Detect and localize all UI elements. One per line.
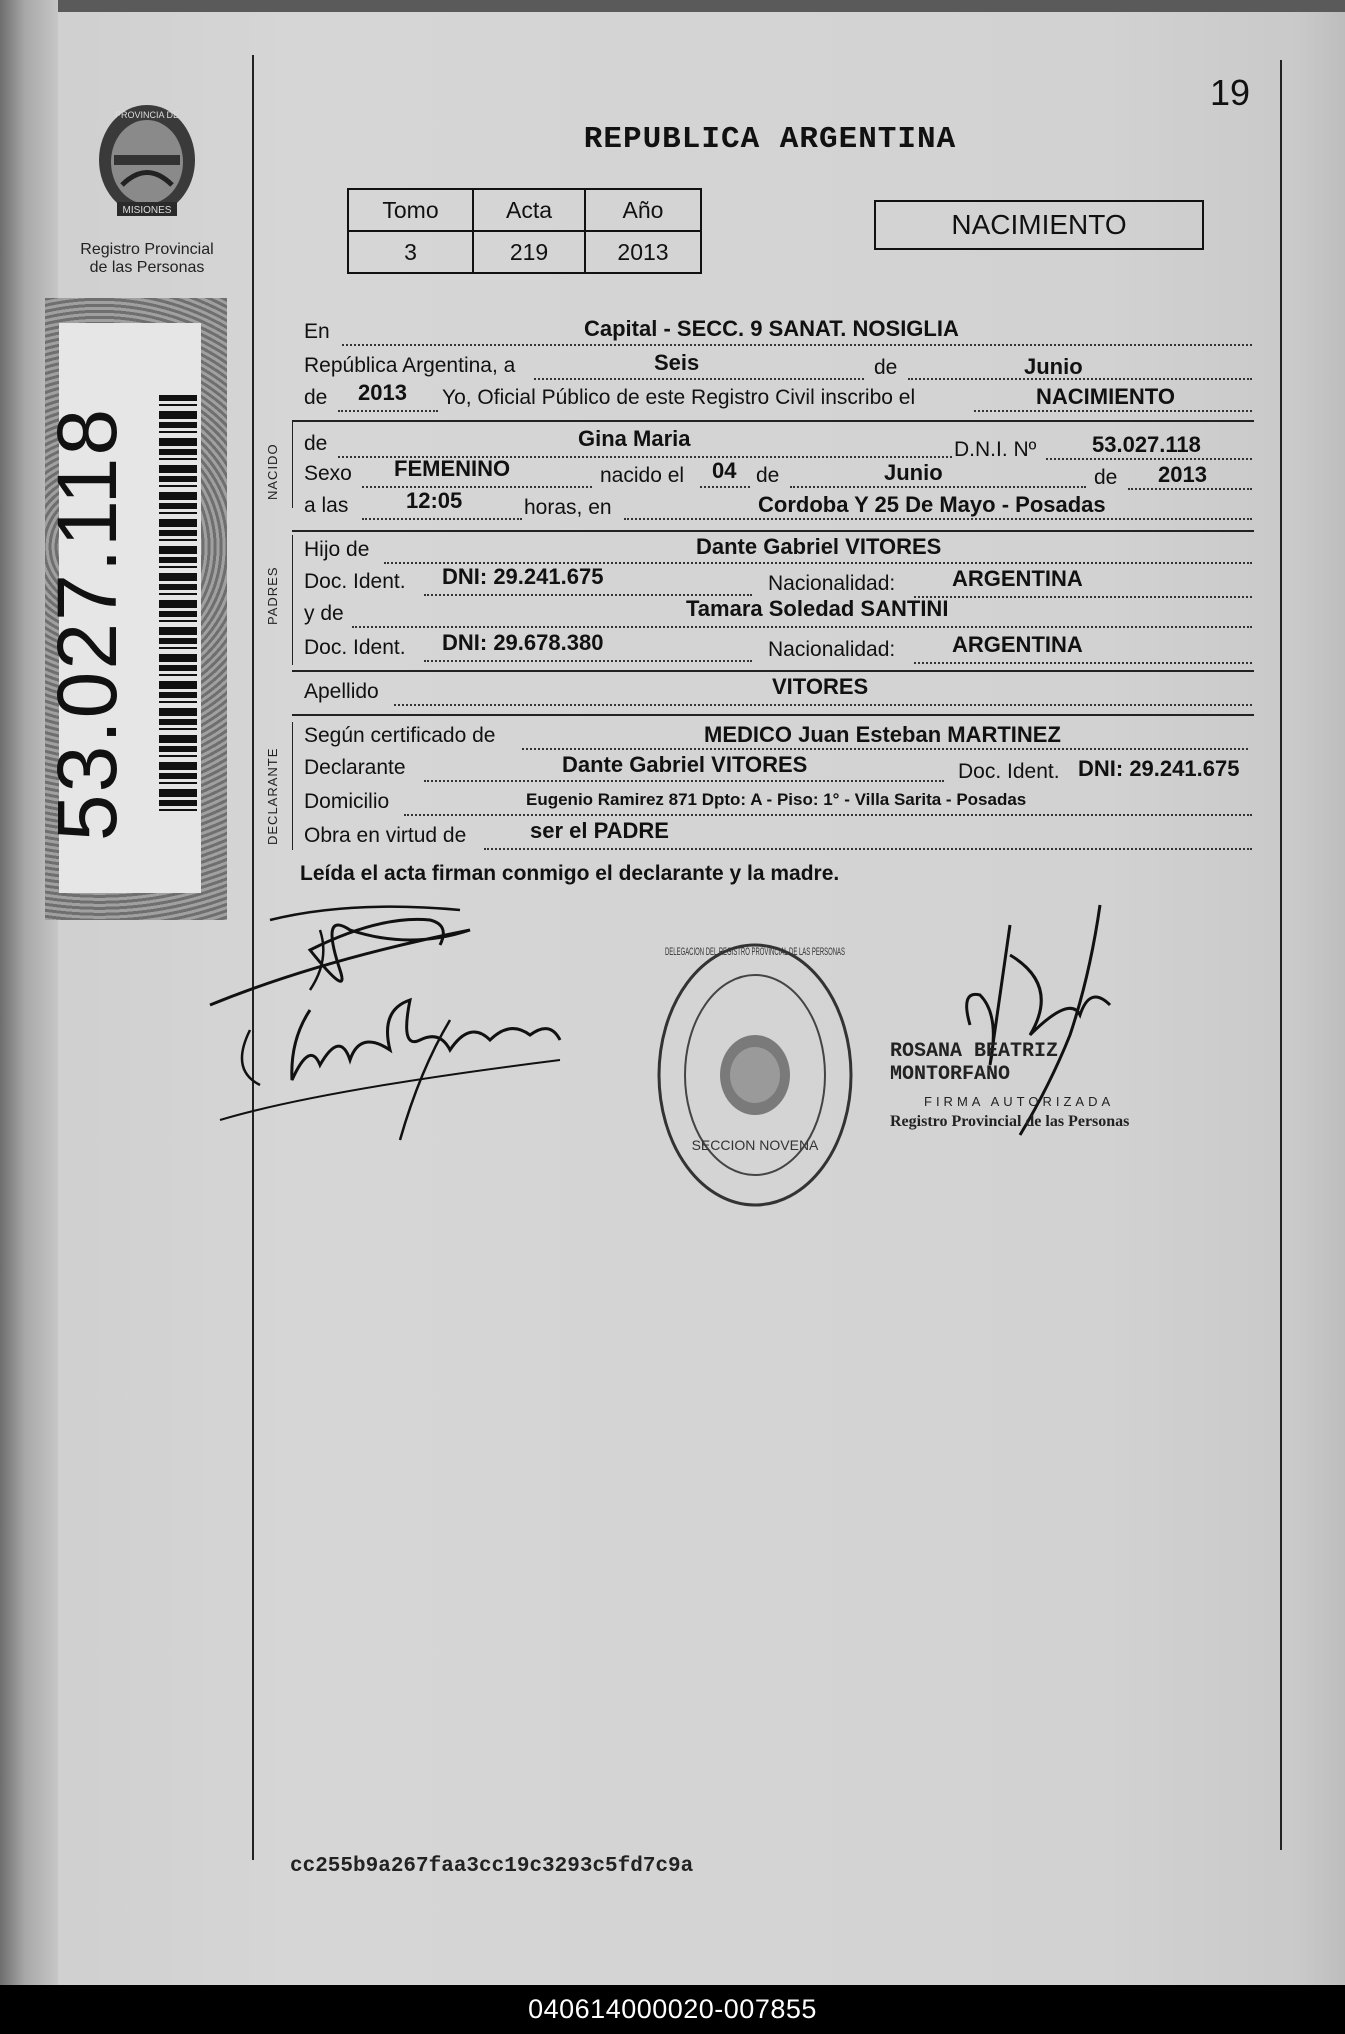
row-sexo <box>302 456 1254 490</box>
label-declarante: Declarante <box>304 756 406 779</box>
row-madre <box>302 596 1254 630</box>
value-anio-acta: 2013 <box>358 380 407 405</box>
value-anio-nac: 2013 <box>1158 462 1207 487</box>
dotted-line <box>700 486 750 488</box>
value-lugar-nac: Cordoba Y 25 De Mayo - Posadas <box>758 492 1106 517</box>
label-horas-en: horas, en <box>524 496 612 519</box>
dotted-line <box>362 518 522 520</box>
row-certificado <box>302 722 1254 752</box>
row-obra <box>302 818 1254 848</box>
record-value-tomo: 3 <box>348 231 473 273</box>
row-hora <box>302 490 1254 520</box>
record-header-tomo: Tomo <box>348 189 473 231</box>
label-de-3: de <box>756 464 780 487</box>
record-type-box: NACIMIENTO <box>874 200 1204 250</box>
section-bar-declarante <box>292 722 293 850</box>
dotted-line <box>790 486 1086 488</box>
value-hora: 12:05 <box>406 488 463 513</box>
dotted-line <box>352 626 1252 628</box>
value-dni: 53.027.118 <box>1092 432 1201 457</box>
label-nacionalidad-2: Nacionalidad: <box>768 638 896 661</box>
value-madre-nac: ARGENTINA <box>952 632 1083 657</box>
value-nombre: Gina Maria <box>578 426 691 451</box>
official-signature-block <box>890 1040 1190 1131</box>
dotted-line <box>624 518 1252 520</box>
footer-code: 040614000020-007855 <box>0 1985 1345 2034</box>
section-label-padres: PADRES <box>265 566 280 625</box>
label-nacionalidad-1: Nacionalidad: <box>768 572 896 595</box>
label-doc-ident-3: Doc. Ident. <box>958 760 1060 783</box>
official-name: ROSANA BEATRIZ MONTORFANO <box>890 1040 1059 1086</box>
value-apellido: VITORES <box>772 674 869 699</box>
official-role: FIRMA AUTORIZADA <box>924 1094 1115 1109</box>
dotted-line <box>914 662 1252 664</box>
value-dia-nac: 04 <box>712 458 737 483</box>
dotted-line <box>424 780 944 782</box>
value-obra: ser el PADRE <box>530 818 669 843</box>
dotted-line <box>914 596 1252 598</box>
closing-statement: Leída el acta firman conmigo el declarante y la madre. <box>300 862 840 885</box>
record-header-anio: Año <box>585 189 701 231</box>
row-apellido <box>302 674 1254 708</box>
value-mes-acta: Junio <box>1024 354 1083 379</box>
dotted-line <box>534 378 864 380</box>
value-padre-nac: ARGENTINA <box>952 566 1083 591</box>
security-strip <box>40 298 227 920</box>
value-padre: Dante Gabriel VITORES <box>696 534 942 559</box>
row-republica <box>302 352 1254 382</box>
label-republica: República Argentina, a <box>304 354 516 377</box>
row-domicilio <box>302 788 1254 818</box>
record-value-acta: 219 <box>473 231 585 273</box>
label-en: En <box>304 320 330 343</box>
dotted-line <box>362 486 592 488</box>
row-en <box>302 318 1254 348</box>
value-declarante: Dante Gabriel VITORES <box>562 752 808 777</box>
dotted-line <box>424 660 752 662</box>
section-label-nacido: NACIDO <box>265 443 280 500</box>
row-padre <box>302 536 1254 566</box>
label-de-nombre: de <box>304 432 328 455</box>
label-nacido-el: nacido el <box>600 464 685 487</box>
dotted-line <box>342 344 1252 346</box>
row-declarante <box>302 754 1254 784</box>
dotted-line <box>522 748 1248 750</box>
top-edge <box>58 0 1345 12</box>
value-lugar: Capital - SECC. 9 SANAT. NOSIGLIA <box>584 316 959 341</box>
dotted-line <box>404 814 1252 816</box>
label-obra-en-virtud: Obra en virtud de <box>304 824 467 847</box>
section-label-declarante: DECLARANTE <box>265 747 280 845</box>
record-table <box>347 188 702 274</box>
value-madre: Tamara Soledad SANTINI <box>686 596 949 621</box>
record-value-anio: 2013 <box>585 231 701 273</box>
value-dia-acta: Seis <box>654 350 700 375</box>
document-hash: cc255b9a267faa3cc19c3293c5fd7c9a <box>290 1855 694 1878</box>
section-bar-padres <box>292 535 293 665</box>
province-logo <box>72 100 222 277</box>
issuer-caption-line1: Registro Provincial <box>80 241 214 258</box>
dotted-line <box>338 410 438 412</box>
security-strip-inner <box>40 323 201 893</box>
value-domicilio: Eugenio Ramirez 871 Dpto: A - Piso: 1° - Villa Sarita - Posadas <box>526 790 1027 809</box>
seal-text-top: PROVINCIA DE <box>114 110 180 120</box>
label-sexo: Sexo <box>304 462 352 485</box>
seal-text-bottom: MISIONES <box>122 205 172 216</box>
record-header-acta: Acta <box>473 189 585 231</box>
issuer-caption-line2: de las Personas <box>89 259 205 276</box>
stamp-inner-text: SECCION NOVENA <box>691 1137 819 1153</box>
official-office: Registro Provincial de las Personas <box>890 1113 1130 1130</box>
row-padre-doc <box>302 564 1254 598</box>
province-seal-icon <box>92 100 202 230</box>
page-title: REPUBLICA ARGENTINA <box>583 122 957 157</box>
value-mes-nac: Junio <box>884 460 943 485</box>
registry-stamp-icon <box>650 935 860 1215</box>
label-yo-oficial: Yo, Oficial Público de este Registro Civil inscribo el <box>442 386 916 409</box>
label-doc-ident-2: Doc. Ident. <box>304 636 406 659</box>
section-rule <box>292 420 1254 422</box>
dotted-line <box>394 704 1252 706</box>
dotted-line <box>974 410 1252 412</box>
label-de-4: de <box>1094 466 1118 489</box>
label-segun-certificado: Según certificado de <box>304 724 496 747</box>
section-rule <box>292 530 1254 532</box>
value-madre-doc: DNI: 29.678.380 <box>442 630 604 655</box>
label-dni: D.N.I. Nº <box>954 438 1037 461</box>
row-oficial <box>302 380 1254 414</box>
label-apellido: Apellido <box>304 680 379 703</box>
section-bar-nacido <box>292 420 293 508</box>
section-rule <box>292 670 1254 672</box>
label-de-2: de <box>304 386 328 409</box>
label-doc-ident-1: Doc. Ident. <box>304 570 406 593</box>
label-de-1: de <box>874 356 898 379</box>
row-madre-doc <box>302 630 1254 664</box>
label-a-las: a las <box>304 494 349 517</box>
barcode <box>159 395 197 815</box>
page-number: 19 <box>1210 72 1251 113</box>
declarant-signatures <box>200 890 620 1140</box>
value-certificado: MEDICO Juan Esteban MARTINEZ <box>704 722 1061 747</box>
right-margin-line <box>1280 60 1282 1850</box>
side-id-number: 53.027.118 <box>40 406 134 842</box>
label-domicilio: Domicilio <box>304 790 390 813</box>
stamp-ring-text: DELEGACION DEL REGISTRO PROVINCIAL DE LAS PERSONAS <box>665 946 845 958</box>
dotted-line <box>484 848 1252 850</box>
value-tipo-inscripcion: NACIMIENTO <box>1036 384 1175 409</box>
section-rule <box>292 714 1254 716</box>
value-sexo: FEMENINO <box>394 456 511 481</box>
label-y-de: y de <box>304 602 344 625</box>
label-hijo-de: Hijo de <box>304 538 370 561</box>
value-declarante-doc: DNI: 29.241.675 <box>1078 756 1240 781</box>
value-padre-doc: DNI: 29.241.675 <box>442 564 604 589</box>
